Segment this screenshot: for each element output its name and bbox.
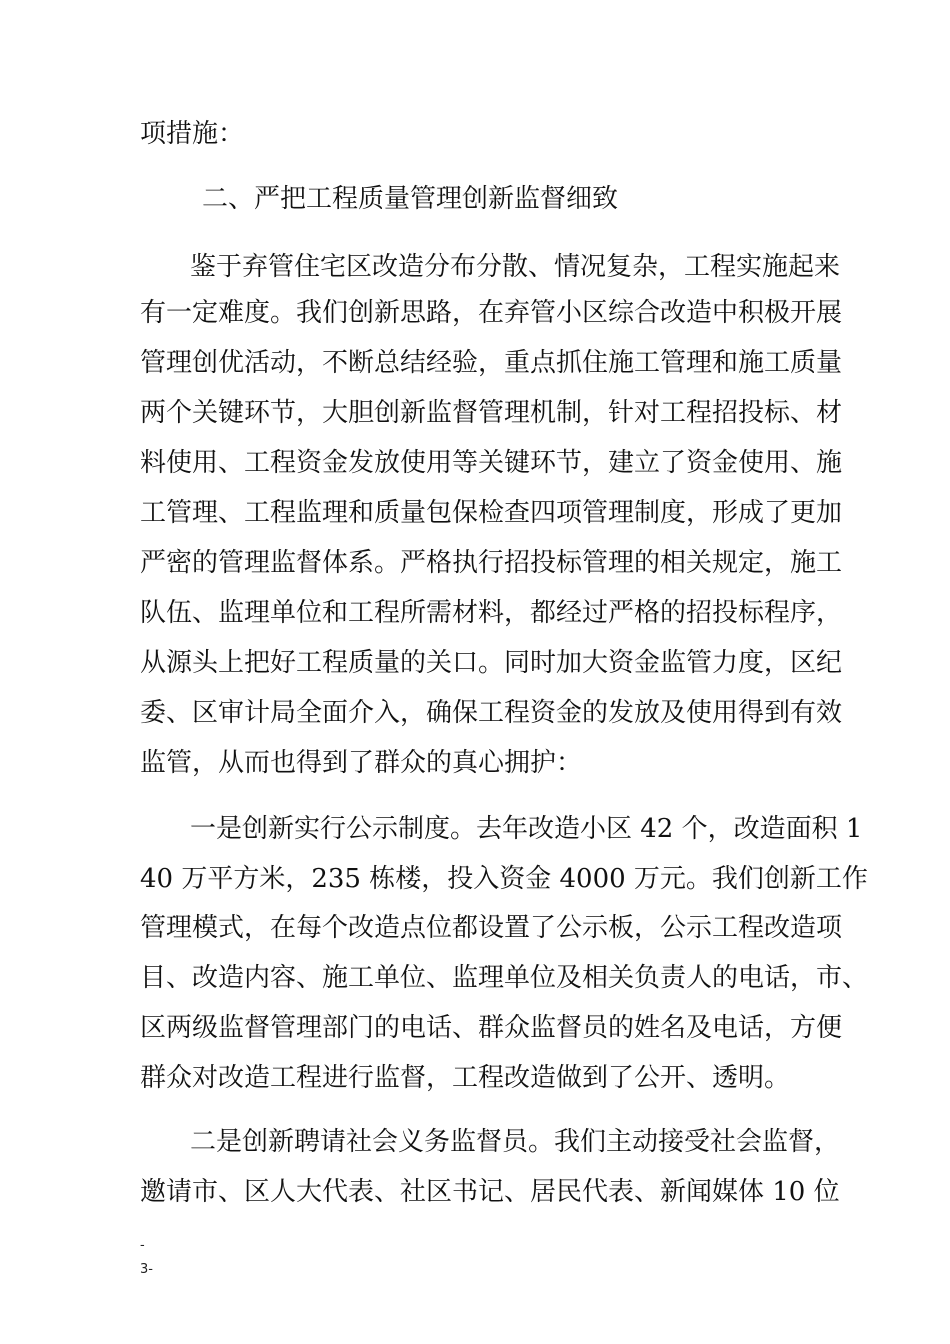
paragraph-line: 邀请市、区人大代表、社区书记、居民代表、新闻媒体 10 位 xyxy=(140,1177,840,1207)
paragraph-line: 一是创新实行公示制度。去年改造小区 42 个，改造面积 1 xyxy=(190,814,863,844)
paragraph-line: 鉴于弃管住宅区改造分布分散、情况复杂，工程实施起来 xyxy=(190,252,841,282)
paragraph-line: 从源头上把好工程质量的关口。同时加大资金监管力度，区纪 xyxy=(140,648,843,678)
paragraph-line: 群众对改造工程进行监督，工程改造做到了公开、透明。 xyxy=(140,1063,791,1093)
paragraph-line: 40 万平方米，235 栋楼，投入资金 4000 万元。我们创新工作 xyxy=(140,864,868,894)
paragraph-line: 严密的管理监督体系。严格执行招投标管理的相关规定，施工 xyxy=(140,548,843,578)
paragraph-line: 目、改造内容、施工单位、监理单位及相关负责人的电话，市、 xyxy=(140,963,869,993)
page-footer-dash: - xyxy=(140,1238,145,1253)
paragraph-line: 两个关键环节，大胆创新监督管理机制，针对工程招投标、材 xyxy=(140,398,843,428)
paragraph-line: 管理创优活动，不断总结经验，重点抓住施工管理和施工质量 xyxy=(140,348,843,378)
paragraph-line: 二是创新聘请社会义务监督员。我们主动接受社会监督， xyxy=(190,1127,841,1157)
paragraph-line: 监管，从而也得到了群众的真心拥护： xyxy=(140,748,583,778)
text-line: 项措施： xyxy=(140,119,245,149)
page-number: 3- xyxy=(140,1262,153,1277)
paragraph-line: 工管理、工程监理和质量包保检查四项管理制度，形成了更加 xyxy=(140,498,843,528)
paragraph-line: 委、区审计局全面介入，确保工程资金的发放及使用得到有效 xyxy=(140,698,843,728)
paragraph-line: 区两级监督管理部门的电话、群众监督员的姓名及电话，方便 xyxy=(140,1013,843,1043)
section-heading: 二、严把工程质量管理创新监督细致 xyxy=(202,184,619,214)
paragraph-line: 有一定难度。我们创新思路，在弃管小区综合改造中积极开展 xyxy=(140,298,843,328)
paragraph-line: 料使用、工程资金发放使用等关键环节，建立了资金使用、施 xyxy=(140,448,843,478)
paragraph-line: 队伍、监理单位和工程所需材料，都经过严格的招投标程序， xyxy=(140,598,843,628)
paragraph-line: 管理模式，在每个改造点位都设置了公示板，公示工程改造项 xyxy=(140,913,843,943)
